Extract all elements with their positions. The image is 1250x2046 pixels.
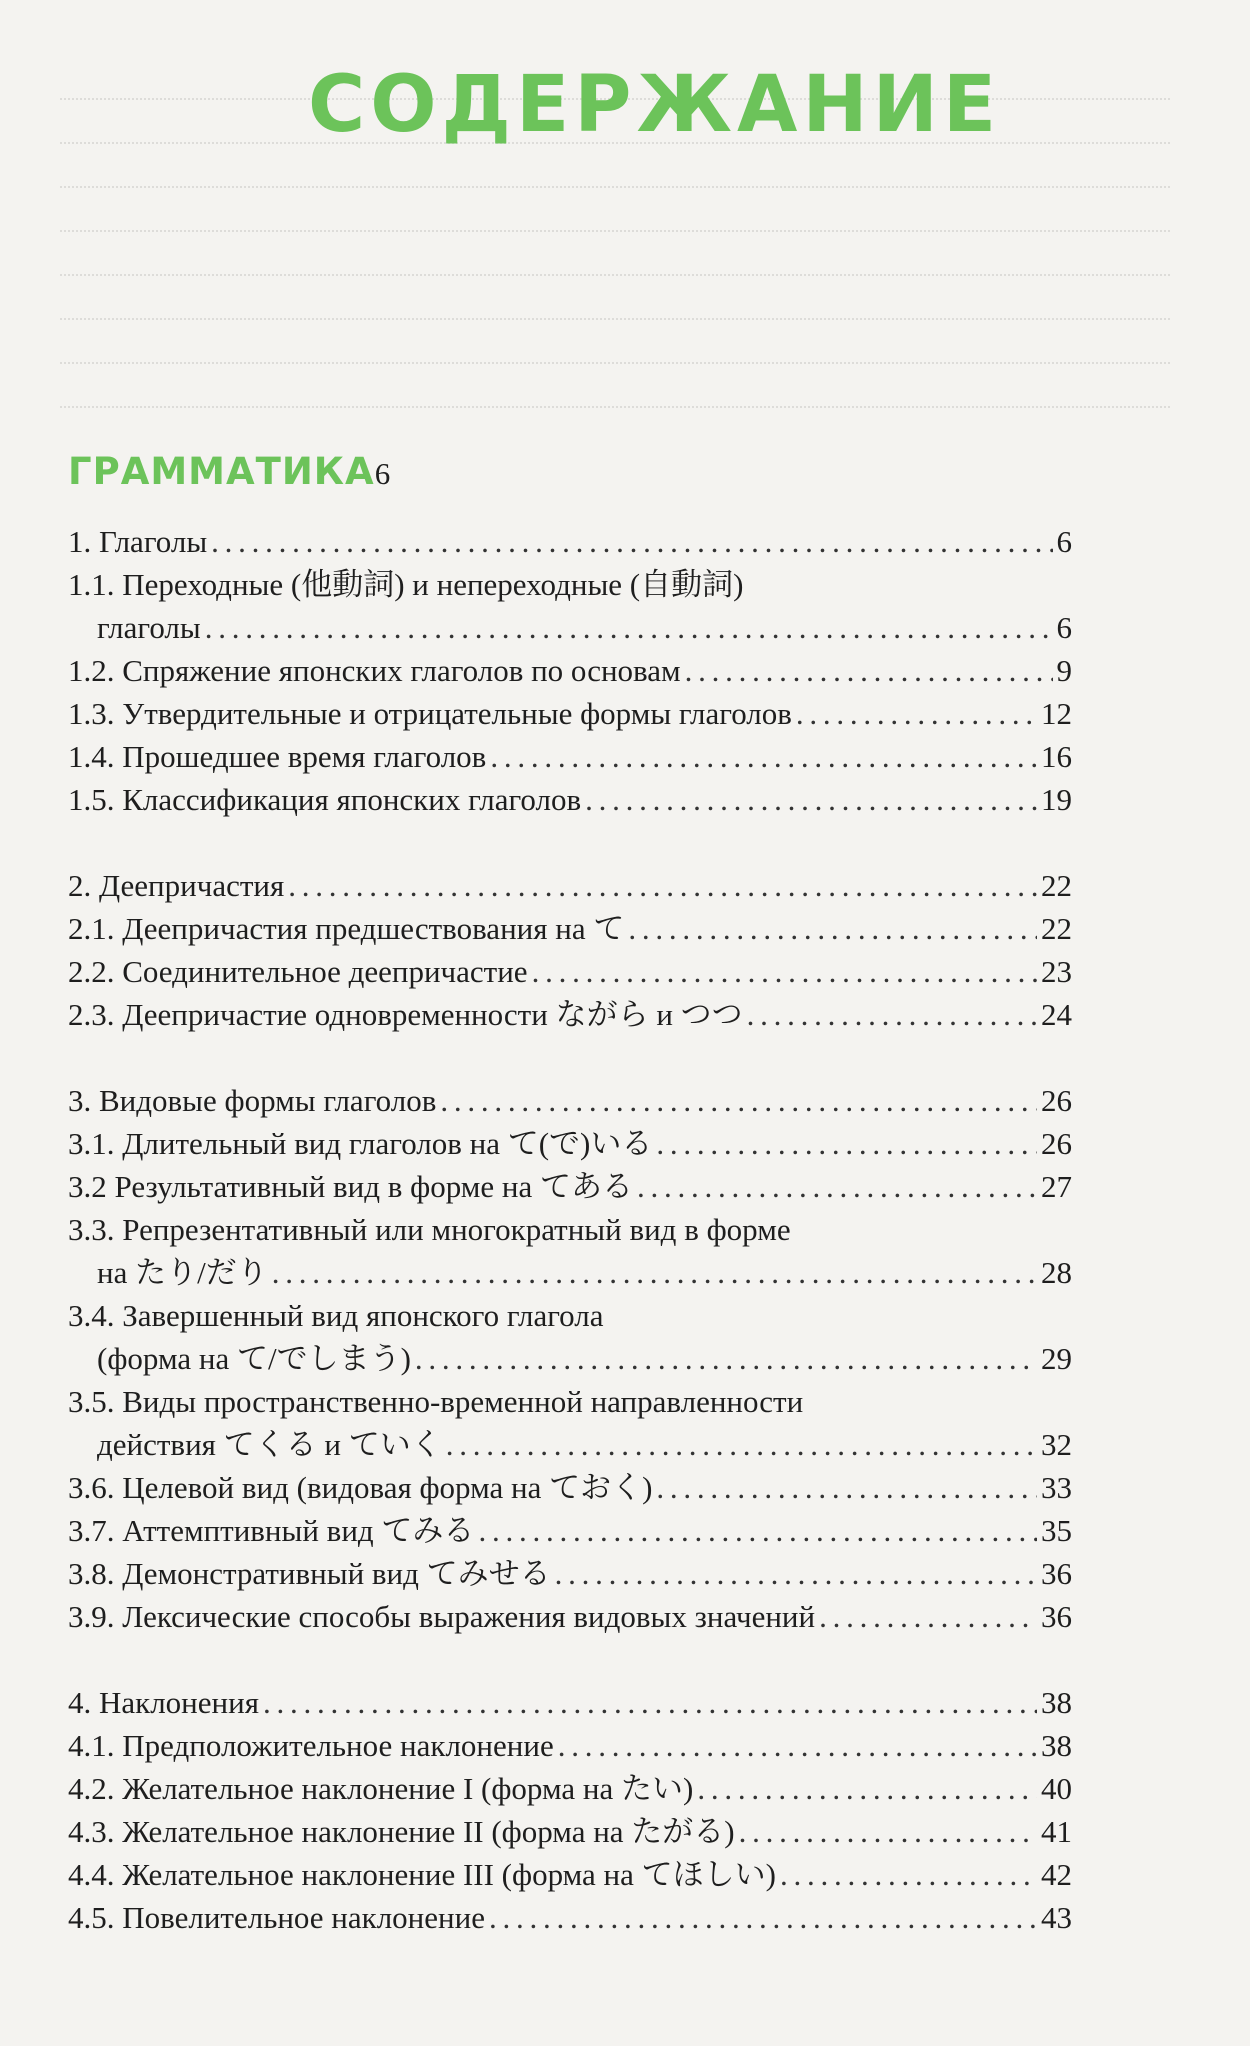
toc-entry-page-number: 6 [1056,610,1072,645]
toc-entry-title: 1.3. Утвердительные и отрицательные формы глаголов [68,696,792,731]
leader-dots [628,907,1037,950]
section-page-number: 6 [374,456,391,491]
toc-entry-page-number: 26 [1041,1083,1072,1118]
toc-entry-title: 4.3. Желательное наклонение II (форма на たがる) [68,1814,735,1849]
section-label: ГРАММАТИКА [68,450,375,493]
toc-entry-title: 2. Деепричастия [68,868,285,903]
leader-dots [739,1810,1037,1853]
toc-entry-page-number: 22 [1041,911,1072,946]
toc-entry[interactable] [68,1079,1072,1122]
toc-entry-title: действия てくる и ていく [97,1427,442,1462]
toc-entry-page-number: 29 [1041,1341,1072,1376]
toc-entry-page-number: 40 [1041,1771,1072,1806]
leader-dots [558,1724,1037,1767]
group-spacer [68,821,1072,864]
toc-entry-page-number: 42 [1041,1857,1072,1892]
toc-entry[interactable] [68,1208,1072,1251]
toc-entry-page-number: 22 [1041,868,1072,903]
toc-entry-title: 3.8. Демонстративный вид てみせる [68,1556,551,1591]
toc-entry-continuation[interactable] [68,606,1072,649]
leader-dots [747,993,1037,1036]
toc-entry[interactable] [68,1853,1072,1896]
leader-dots [819,1595,1037,1638]
toc-entry-page-number: 32 [1041,1427,1072,1462]
toc-entry-page-number: 9 [1056,653,1072,688]
toc-entry-page-number: 38 [1041,1685,1072,1720]
toc-entry[interactable] [68,993,1072,1036]
toc-entry-title: 3.2 Результативный вид в форме на てある [68,1169,634,1204]
toc-entry[interactable] [68,1896,1072,1939]
toc-entry-title: 4. Наклонения [68,1685,259,1720]
leader-dots [532,950,1037,993]
leader-dots [637,1165,1037,1208]
toc-entry-title: 1. Глаголы [68,524,208,559]
leader-dots [656,1466,1037,1509]
leader-dots [205,606,1053,649]
toc-entry[interactable] [68,735,1072,778]
toc-entry-title: 3.4. Завершенный вид японского глагола [68,1298,604,1333]
toc-entry-title: 1.5. Классификация японских глаголов [68,782,582,817]
leader-dots [685,649,1053,692]
leader-dots [780,1853,1037,1896]
toc-entry-continuation[interactable] [68,1337,1072,1380]
toc-entry-page-number: 41 [1041,1814,1072,1849]
toc-entry-title: на たり/だり [97,1255,268,1290]
leader-dots [490,735,1037,778]
leader-dots [656,1122,1037,1165]
toc-entry[interactable] [68,1724,1072,1767]
toc-entry-title: 4.5. Повелительное наклонение [68,1900,485,1935]
toc-entry-title: 3.3. Репрезентативный или многократный вид в форме [68,1212,791,1247]
toc-entry-title: 2.1. Деепричастия предшествования на て [68,911,625,946]
group-spacer [68,1638,1072,1681]
toc-entry-page-number: 36 [1041,1599,1072,1634]
toc-entry-page-number: 19 [1041,782,1072,817]
page-title: СОДЕРЖАНИЕ [308,60,1002,150]
toc-entry-continuation[interactable] [68,1423,1072,1466]
toc-entry-title: 3.5. Виды пространственно-временной направленности [68,1384,804,1419]
toc-entry-title: 4.4. Желательное наклонение III (форма на てほしい) [68,1857,776,1892]
toc-entry-title: 3.1. Длительный вид глаголов на て(で)いる [68,1126,653,1161]
toc-entry-page-number: 43 [1041,1900,1072,1935]
toc-entry-title: глаголы [97,610,201,645]
toc-entry-page-number: 6 [1056,524,1072,559]
toc-entry[interactable] [68,1681,1072,1724]
table-of-contents [68,450,1072,1939]
toc-entry-title: 4.2. Желательное наклонение I (форма на たい) [68,1771,694,1806]
toc-entry-continuation[interactable] [68,1251,1072,1294]
toc-entry-page-number: 27 [1041,1169,1072,1204]
leader-dots [415,1337,1037,1380]
toc-entry-title: 3.9. Лексические способы выражения видовых значений [68,1599,816,1634]
toc-entry-title: 3.7. Аттемптивный вид てみる [68,1513,475,1548]
leader-dots [489,1896,1037,1939]
toc-entry[interactable] [68,563,1072,606]
toc-entry[interactable] [68,649,1072,692]
toc-entry[interactable] [68,1380,1072,1423]
toc-entry-page-number: 23 [1041,954,1072,989]
toc-entry-title: 1.1. Переходные (他動詞) и непереходные (自動詞) [68,567,744,602]
leader-dots [440,1079,1037,1122]
toc-entry[interactable] [68,1165,1072,1208]
toc-entry[interactable] [68,1466,1072,1509]
leader-dots [555,1552,1037,1595]
leader-dots [446,1423,1037,1466]
leader-dots [585,778,1037,821]
toc-entry[interactable] [68,950,1072,993]
toc-entry[interactable] [68,692,1072,735]
toc-entry[interactable] [68,1552,1072,1595]
toc-entry[interactable] [68,1595,1072,1638]
toc-entry-page-number: 16 [1041,739,1072,774]
section-heading [68,450,1072,508]
toc-entry[interactable] [68,907,1072,950]
toc-entry-page-number: 24 [1041,997,1072,1032]
toc-entry-title: 2.3. Деепричастие одновременности ながら и つつ [68,997,743,1032]
toc-entry[interactable] [68,520,1072,563]
toc-entry[interactable] [68,1810,1072,1853]
toc-entry-title: 4.1. Предположительное наклонение [68,1728,554,1763]
leader-dots [211,520,1052,563]
toc-entry-title: 1.4. Прошедшее время глаголов [68,739,487,774]
toc-entry-page-number: 35 [1041,1513,1072,1548]
toc-entry-page-number: 33 [1041,1470,1072,1505]
toc-entry[interactable] [68,864,1072,907]
toc-entry[interactable] [68,1122,1072,1165]
leader-dots [263,1681,1037,1724]
toc-entry[interactable] [68,1767,1072,1810]
toc-entry-page-number: 36 [1041,1556,1072,1591]
toc-entry-page-number: 28 [1041,1255,1072,1290]
toc-entry-title: 1.2. Спряжение японских глаголов по основам [68,653,681,688]
toc-entry-title: 3. Видовые формы глаголов [68,1083,437,1118]
toc-entry-page-number: 38 [1041,1728,1072,1763]
toc-entry[interactable] [68,1294,1072,1337]
toc-entry-title: 2.2. Соединительное деепричастие [68,954,528,989]
leader-dots [478,1509,1037,1552]
toc-entry-title: (форма на て/でしまう) [97,1341,411,1376]
leader-dots [697,1767,1037,1810]
toc-entry-title: 3.6. Целевой вид (видовая форма на ておく) [68,1470,653,1505]
toc-entry-page-number: 26 [1041,1126,1072,1161]
leader-dots [288,864,1037,907]
leader-dots [272,1251,1037,1294]
leader-dots [796,692,1037,735]
toc-entry-page-number: 12 [1041,696,1072,731]
toc-entry[interactable] [68,778,1072,821]
group-spacer [68,1036,1072,1079]
toc-entry[interactable] [68,1509,1072,1552]
